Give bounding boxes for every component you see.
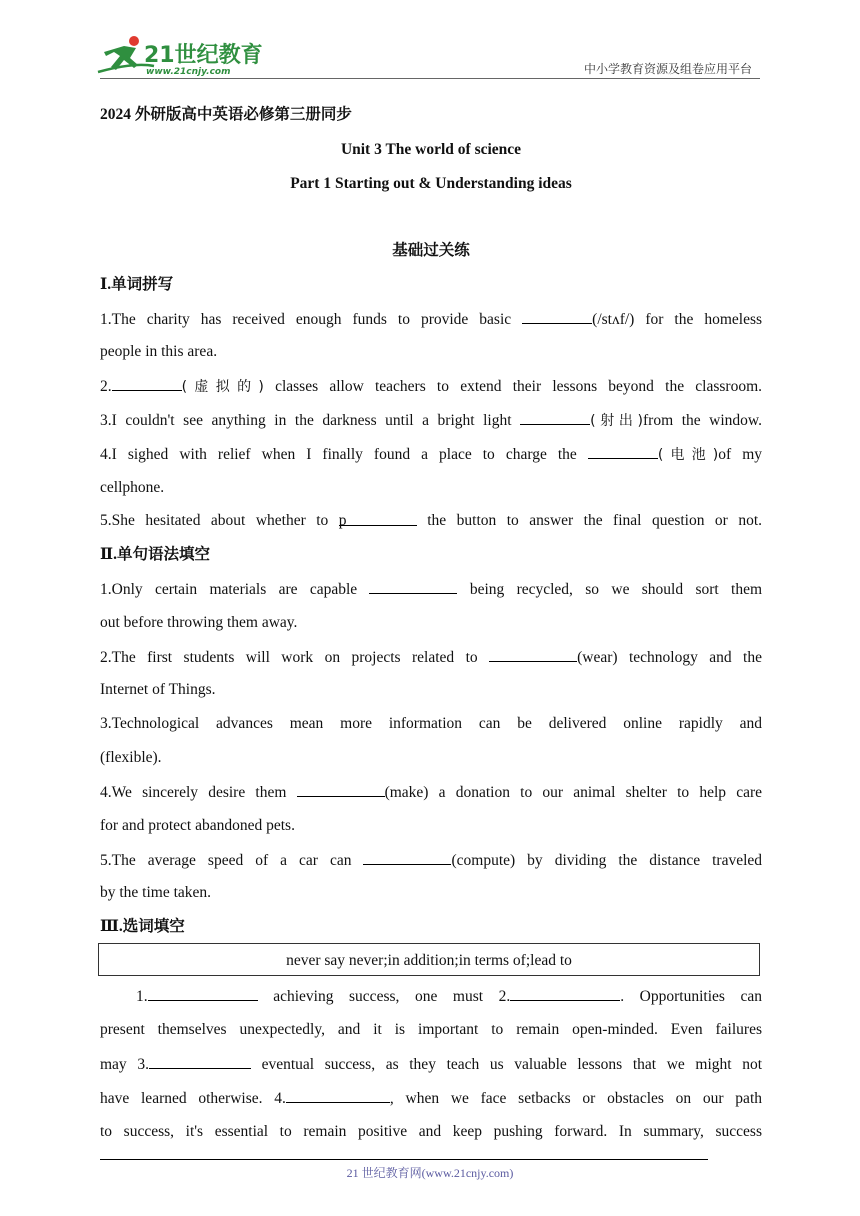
q-number: have learned otherwise. 4. <box>100 1090 286 1107</box>
answer-blank[interactable] <box>338 511 417 529</box>
q-text: , when we face setbacks or obstacles on our path <box>389 1090 762 1107</box>
q-text <box>339 512 417 529</box>
answer-blank[interactable] <box>297 782 385 797</box>
q-text <box>520 412 762 429</box>
q-number: 2. <box>100 378 112 395</box>
answer-blank[interactable] <box>489 647 577 662</box>
q-text: 1.Only certain materials are capable <box>100 581 358 598</box>
passage-line-2: present themselves unexpectedly, and it is important to remain open-minded. Even failures <box>100 1021 762 1038</box>
answer-blank[interactable] <box>510 986 620 1001</box>
answer-blank[interactable] <box>522 309 592 324</box>
first-letter: p <box>338 512 347 529</box>
answer-blank[interactable] <box>363 850 451 865</box>
unit-title: Unit 3 The world of science <box>340 141 522 158</box>
platform-name: 中小学教育资源及组卷应用平台 <box>583 62 752 76</box>
q-text: 2.The first students will work on projects related to <box>100 649 478 666</box>
q-text: eventual success, as they teach us valuable lessons that we might not <box>261 1056 763 1073</box>
sec2-q5-line2: by the time taken. <box>100 884 212 901</box>
answer-blank[interactable] <box>148 986 258 1001</box>
q-text <box>363 852 762 869</box>
sec2-q4-line1 <box>100 782 762 803</box>
sec1-q4-line1 <box>100 444 762 465</box>
q-text: 5.The average speed of a car can <box>100 852 352 869</box>
q-text <box>100 378 264 395</box>
q-text: classes allow teachers to extend their lessons beyond the classroom. <box>275 378 762 395</box>
footer-divider <box>100 1159 708 1160</box>
logo-url: www.21cnjy.com <box>146 67 231 77</box>
sec2-q4-line2: for and protect abandoned pets. <box>100 817 295 834</box>
sec2-q1-line2: out before throwing them away. <box>100 614 298 631</box>
q-text: (make) a donation to our animal shelter to help care <box>384 784 762 801</box>
sec2-heading: Ⅱ.单句语法填空 <box>100 546 210 563</box>
passage-line-1 <box>136 986 762 1007</box>
answer-blank[interactable] <box>112 376 182 391</box>
q-text: from the window. <box>643 412 762 429</box>
word-bank-box: never say never;in addition;in terms of;lead to <box>98 943 760 976</box>
q-text <box>100 1090 762 1107</box>
hint: (电池) <box>657 447 719 463</box>
q-text: achieving success, one must 2. <box>273 988 511 1005</box>
answer-blank[interactable] <box>149 1054 251 1069</box>
passage-line-4 <box>100 1088 762 1109</box>
sec1-heading: Ⅰ.单词拼写 <box>100 276 174 293</box>
sec1-q3 <box>100 410 762 431</box>
answer-blank[interactable] <box>520 410 590 425</box>
sec1-q1-line2: people in this area. <box>100 343 218 360</box>
part-title: Part 1 Starting out & Understanding ideas <box>290 175 572 192</box>
q-number: may 3. <box>100 1056 149 1073</box>
hint: (虚拟的) <box>181 379 264 395</box>
sec2-q3-line2: (flexible). <box>100 749 162 766</box>
sec3-heading: Ⅲ.选词填空 <box>100 918 185 935</box>
header-divider <box>100 78 760 79</box>
answer-blank[interactable] <box>286 1088 390 1103</box>
q-text <box>297 784 762 801</box>
runner-logo-icon <box>94 32 264 78</box>
sec2-q2-line1 <box>100 647 762 668</box>
q-text <box>588 446 762 463</box>
answer-blank[interactable] <box>588 444 658 459</box>
sec2-q2-line2: Internet of Things. <box>100 681 216 698</box>
q-number: 1. <box>136 988 148 1005</box>
sec2-q3-line1: 3.Technological advances mean more information can be delivered online rapidly and <box>100 715 762 732</box>
q-text: the button to answer the final question or not. <box>427 512 763 529</box>
q-text <box>136 988 258 1005</box>
passage-line-3 <box>100 1054 762 1075</box>
q-text <box>273 988 762 1005</box>
section-title: 基础过关练 <box>392 242 470 259</box>
answer-blank[interactable] <box>369 579 457 594</box>
q-text: of my <box>718 446 762 463</box>
q-text <box>100 1056 251 1073</box>
q-text: . Opportunities can <box>620 988 762 1005</box>
passage-line-5: to success, it's essential to remain positive and keep pushing forward. In summary, success <box>100 1123 762 1140</box>
sec1-q4-line2: cellphone. <box>100 479 165 496</box>
q-text: (wear) technology and the <box>577 649 762 666</box>
q-text: 4.I sighed with relief when I finally found a place to charge the <box>100 446 577 463</box>
q-text: 1.The charity has received enough funds to provide basic <box>100 311 512 328</box>
series-title: 2024 外研版高中英语必修第三册同步 <box>100 106 352 123</box>
site-logo <box>94 32 264 78</box>
hint: (射出) <box>590 413 644 429</box>
q-text: 5.She hesitated about whether to <box>100 512 329 529</box>
sec1-q2 <box>100 376 762 397</box>
q-text: 3.I couldn't see anything in the darkness until a bright light <box>100 412 512 429</box>
q-text: being recycled, so we should sort them <box>469 581 763 598</box>
logo-text: 21世纪教育 <box>144 43 263 68</box>
q-text: (compute) by dividing the distance traveled <box>451 852 763 869</box>
q-text <box>489 649 762 666</box>
q-text: 4.We sincerely desire them <box>100 784 287 801</box>
sec2-q1-line1 <box>100 579 762 600</box>
sec1-q5 <box>100 511 762 531</box>
sec2-q5-line1 <box>100 850 762 871</box>
sec1-q1-line1 <box>100 309 762 330</box>
footer-text: 21 世纪教育网(www.21cnjy.com) <box>346 1166 514 1180</box>
q-text: (/stʌf/) for the homeless <box>592 311 763 328</box>
